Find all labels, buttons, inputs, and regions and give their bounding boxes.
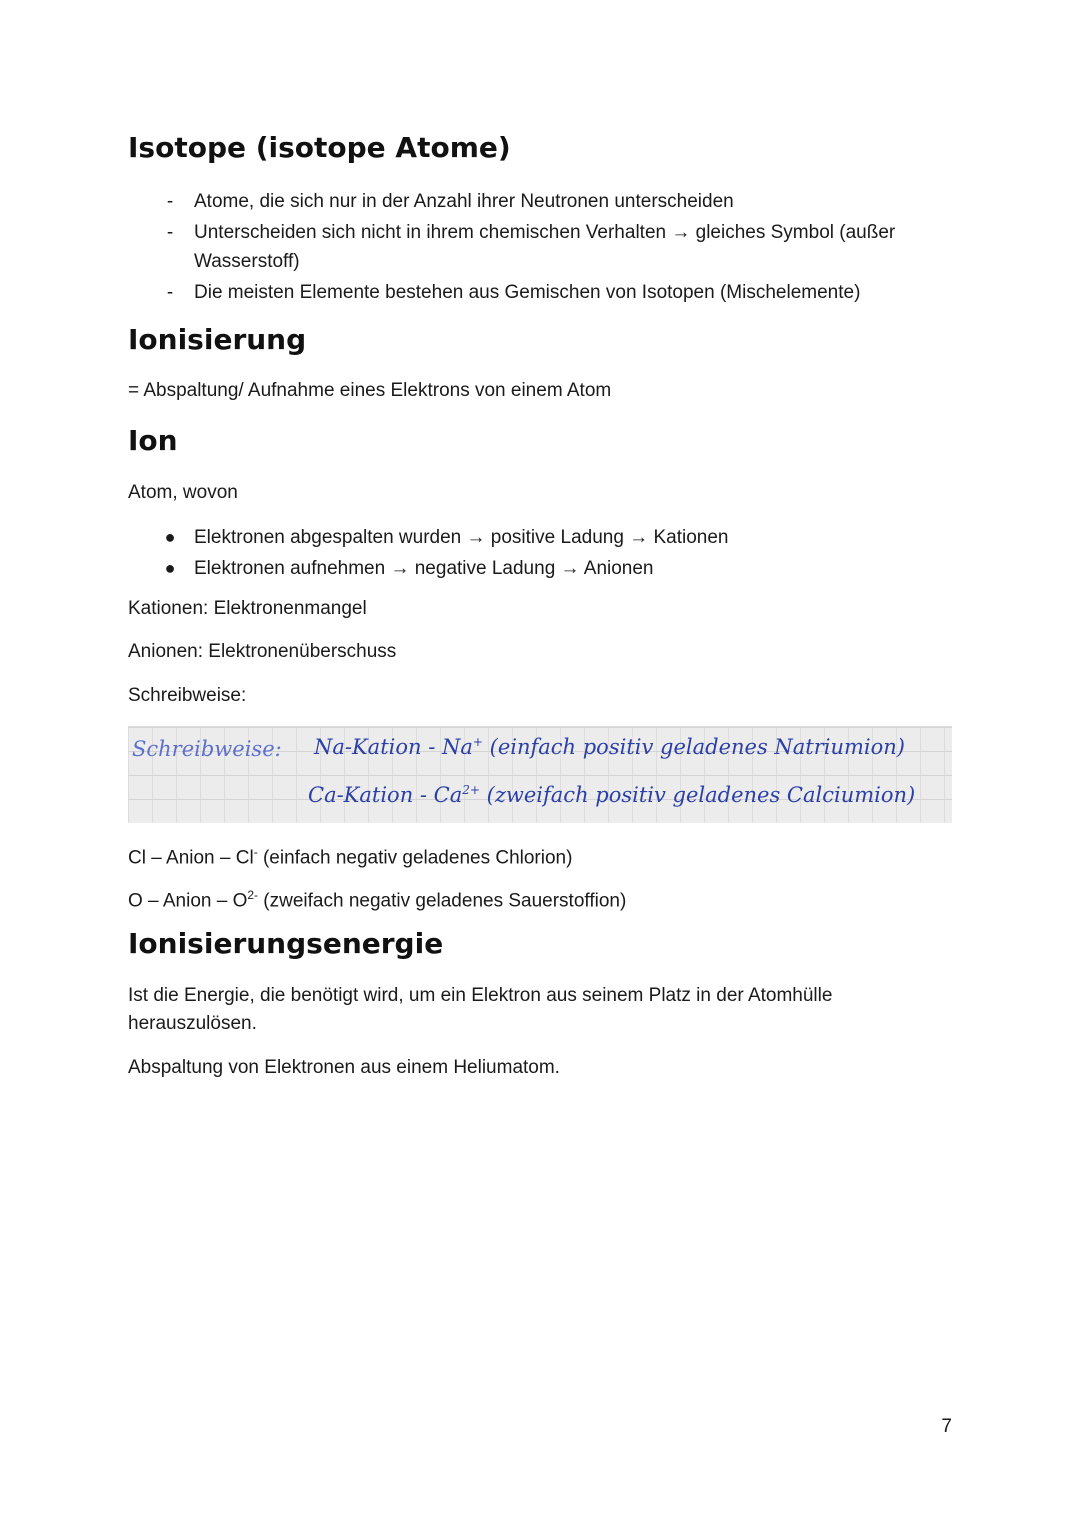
ionisierung-definition: = Abspaltung/ Aufnahme eines Elektrons von einem Atom bbox=[128, 380, 612, 401]
kationen-text: Kationen: Elektronenmangel bbox=[128, 598, 367, 619]
page-number: 7 bbox=[941, 1416, 952, 1437]
sauerstoff-anion-text: O – Anion – $O^{2-}$ (zweifach negativ geladenes Sauerstoffion) bbox=[128, 888, 627, 912]
heading-isotope: Isotope (isotope Atome) bbox=[128, 131, 511, 164]
list-item: - Atome, die sich nur in der Anzahl ihrer Neutronen unterscheiden bbox=[128, 187, 948, 216]
list-item: - Unterscheiden sich nicht in ihrem chemischen Verhalten → gleiches Symbol (außer Wasserstoff) bbox=[128, 218, 948, 276]
ionisierungsenergie-example: Abspaltung von Elektronen aus einem Heliumatom. bbox=[128, 1057, 560, 1078]
handwritten-label: Schreibweise: bbox=[132, 737, 282, 761]
heading-ion: Ion bbox=[128, 424, 178, 457]
ion-list bbox=[128, 523, 948, 585]
list-item: ● Elektronen abgespalten wurden → positive Ladung → Kationen bbox=[128, 523, 948, 552]
bullet-marker: ● bbox=[164, 558, 176, 578]
dash-marker: - bbox=[166, 282, 174, 303]
chlor-anion-text: Cl – Anion – Cl- (einfach negativ geladenes Chlorion) bbox=[128, 845, 573, 869]
handwritten-line-sodium: Na-Kation - Na+ (einfach positiv geladenes Natriumion) bbox=[314, 735, 906, 759]
handwritten-notes-image bbox=[128, 726, 952, 823]
ionisierungsenergie-definition: Ist die Energie, die benötigt wird, um ein Elektron aus seinem Platz in der Atomhülle herauszulösen. bbox=[128, 985, 833, 1034]
dash-marker: - bbox=[166, 222, 174, 243]
heading-ionisierung: Ionisierung bbox=[128, 323, 307, 356]
dash-marker: - bbox=[166, 191, 174, 212]
ion-intro: Atom, wovon bbox=[128, 482, 238, 503]
isotope-list bbox=[128, 187, 948, 309]
heading-ionisierungsenergie: Ionisierungsenergie bbox=[128, 927, 444, 960]
list-item: ● Elektronen aufnehmen → negative Ladung → Anionen bbox=[128, 554, 948, 583]
anionen-text: Anionen: Elektronenüberschuss bbox=[128, 641, 397, 662]
bullet-marker: ● bbox=[164, 527, 176, 547]
handwritten-line-calcium: Ca-Kation - $Ca^{2+}$ (zweifach positiv geladenes Calciumion) bbox=[308, 783, 916, 807]
schreibweise-label: Schreibweise: bbox=[128, 685, 247, 706]
list-item: - Die meisten Elemente bestehen aus Gemischen von Isotopen (Mischelemente) bbox=[128, 278, 948, 307]
